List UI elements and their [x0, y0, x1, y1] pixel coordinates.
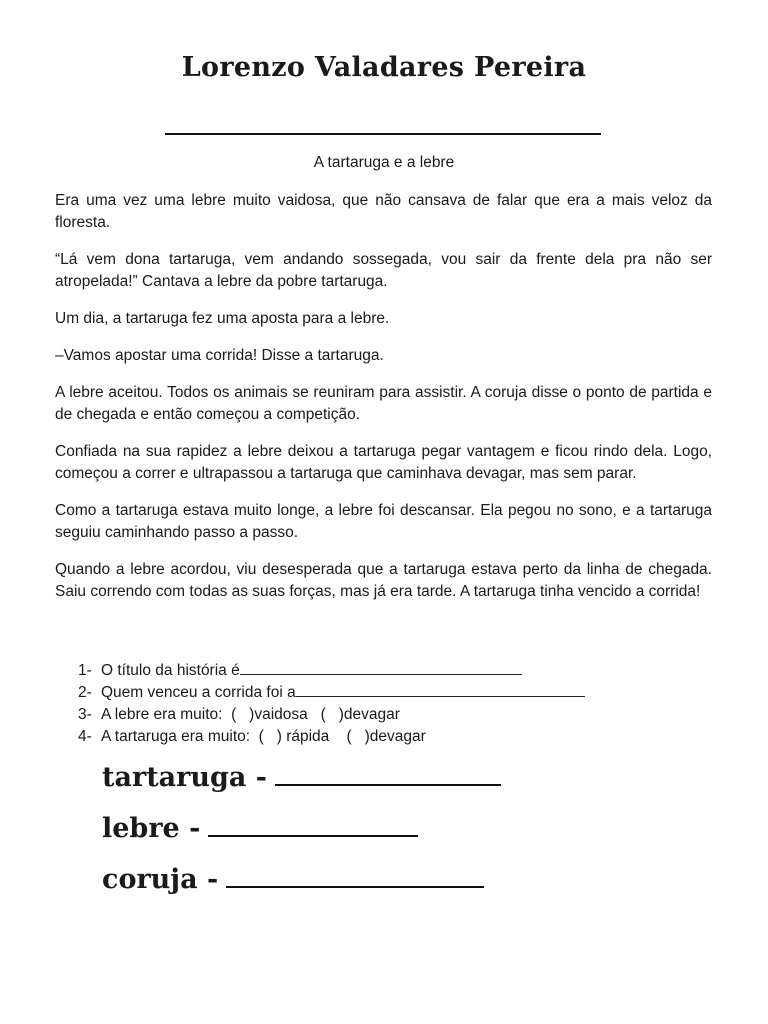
- story-title: A tartaruga e a lebre: [313, 154, 455, 171]
- vocab-blank[interactable]: [275, 784, 501, 786]
- story-paragraph: “Lá vem dona tartaruga, vem andando sossegada, vou sair da frente dela pra não ser atropelada!” Cantava a lebre da pobre tartaruga.: [55, 251, 712, 290]
- question-list: [78, 660, 718, 748]
- question-item: [78, 660, 718, 682]
- student-name-heading: Lorenzo Valadares Pereira: [181, 52, 587, 83]
- story-paragraph: Um dia, a tartaruga fez uma aposta para a lebre.: [55, 310, 390, 327]
- title-underline: [165, 133, 601, 135]
- vocab-blank[interactable]: [208, 835, 418, 837]
- vocab-item-coruja: [102, 864, 484, 895]
- question-text: Quem venceu a corrida foi a: [101, 684, 296, 701]
- vocab-word: lebre -: [102, 813, 201, 844]
- question-text: A tartaruga era muito: ( ) rápida ( )devagar: [101, 728, 426, 745]
- vocab-word: tartaruga -: [102, 762, 267, 793]
- answer-blank[interactable]: [296, 696, 585, 697]
- question-number: 1-: [78, 662, 92, 679]
- story-paragraph: Como a tartaruga estava muito longe, a lebre foi descansar. Ela pegou no sono, e a tartaruga seguiu caminhando passo a passo.: [55, 502, 712, 541]
- vocab-item-tartaruga: [102, 762, 501, 793]
- question-text: O título da história é: [101, 662, 240, 679]
- question-item: [78, 704, 718, 726]
- vocab-word: coruja -: [102, 864, 219, 895]
- question-number: 4-: [78, 728, 92, 745]
- answer-blank[interactable]: [240, 674, 522, 675]
- story-paragraph: A lebre aceitou. Todos os animais se reuniram para assistir. A coruja disse o ponto de partida e de chegada e então começou a competição.: [55, 384, 712, 423]
- question-item: [78, 682, 718, 704]
- question-number: 2-: [78, 684, 92, 701]
- story-paragraph: Quando a lebre acordou, viu desesperada que a tartaruga estava perto da linha de chegada. Saiu correndo com todas as suas forças, mas já era tarde. A tartaruga tinha vencido a corrida!: [55, 561, 712, 600]
- story-text: [55, 190, 712, 618]
- story-paragraph: –Vamos apostar uma corrida! Disse a tartaruga.: [55, 347, 384, 364]
- story-paragraph: Era uma vez uma lebre muito vaidosa, que não cansava de falar que era a mais veloz da floresta.: [55, 192, 712, 231]
- question-number: 3-: [78, 706, 92, 723]
- vocab-blank[interactable]: [226, 886, 484, 888]
- vocab-item-lebre: [102, 813, 418, 844]
- question-item: [78, 726, 718, 748]
- question-text: A lebre era muito: ( )vaidosa ( )devagar: [101, 706, 400, 723]
- story-paragraph: Confiada na sua rapidez a lebre deixou a tartaruga pegar vantagem e ficou rindo dela. Logo, começou a correr e ultrapassou a tartaruga que caminhava devagar, mas sem parar.: [55, 443, 712, 482]
